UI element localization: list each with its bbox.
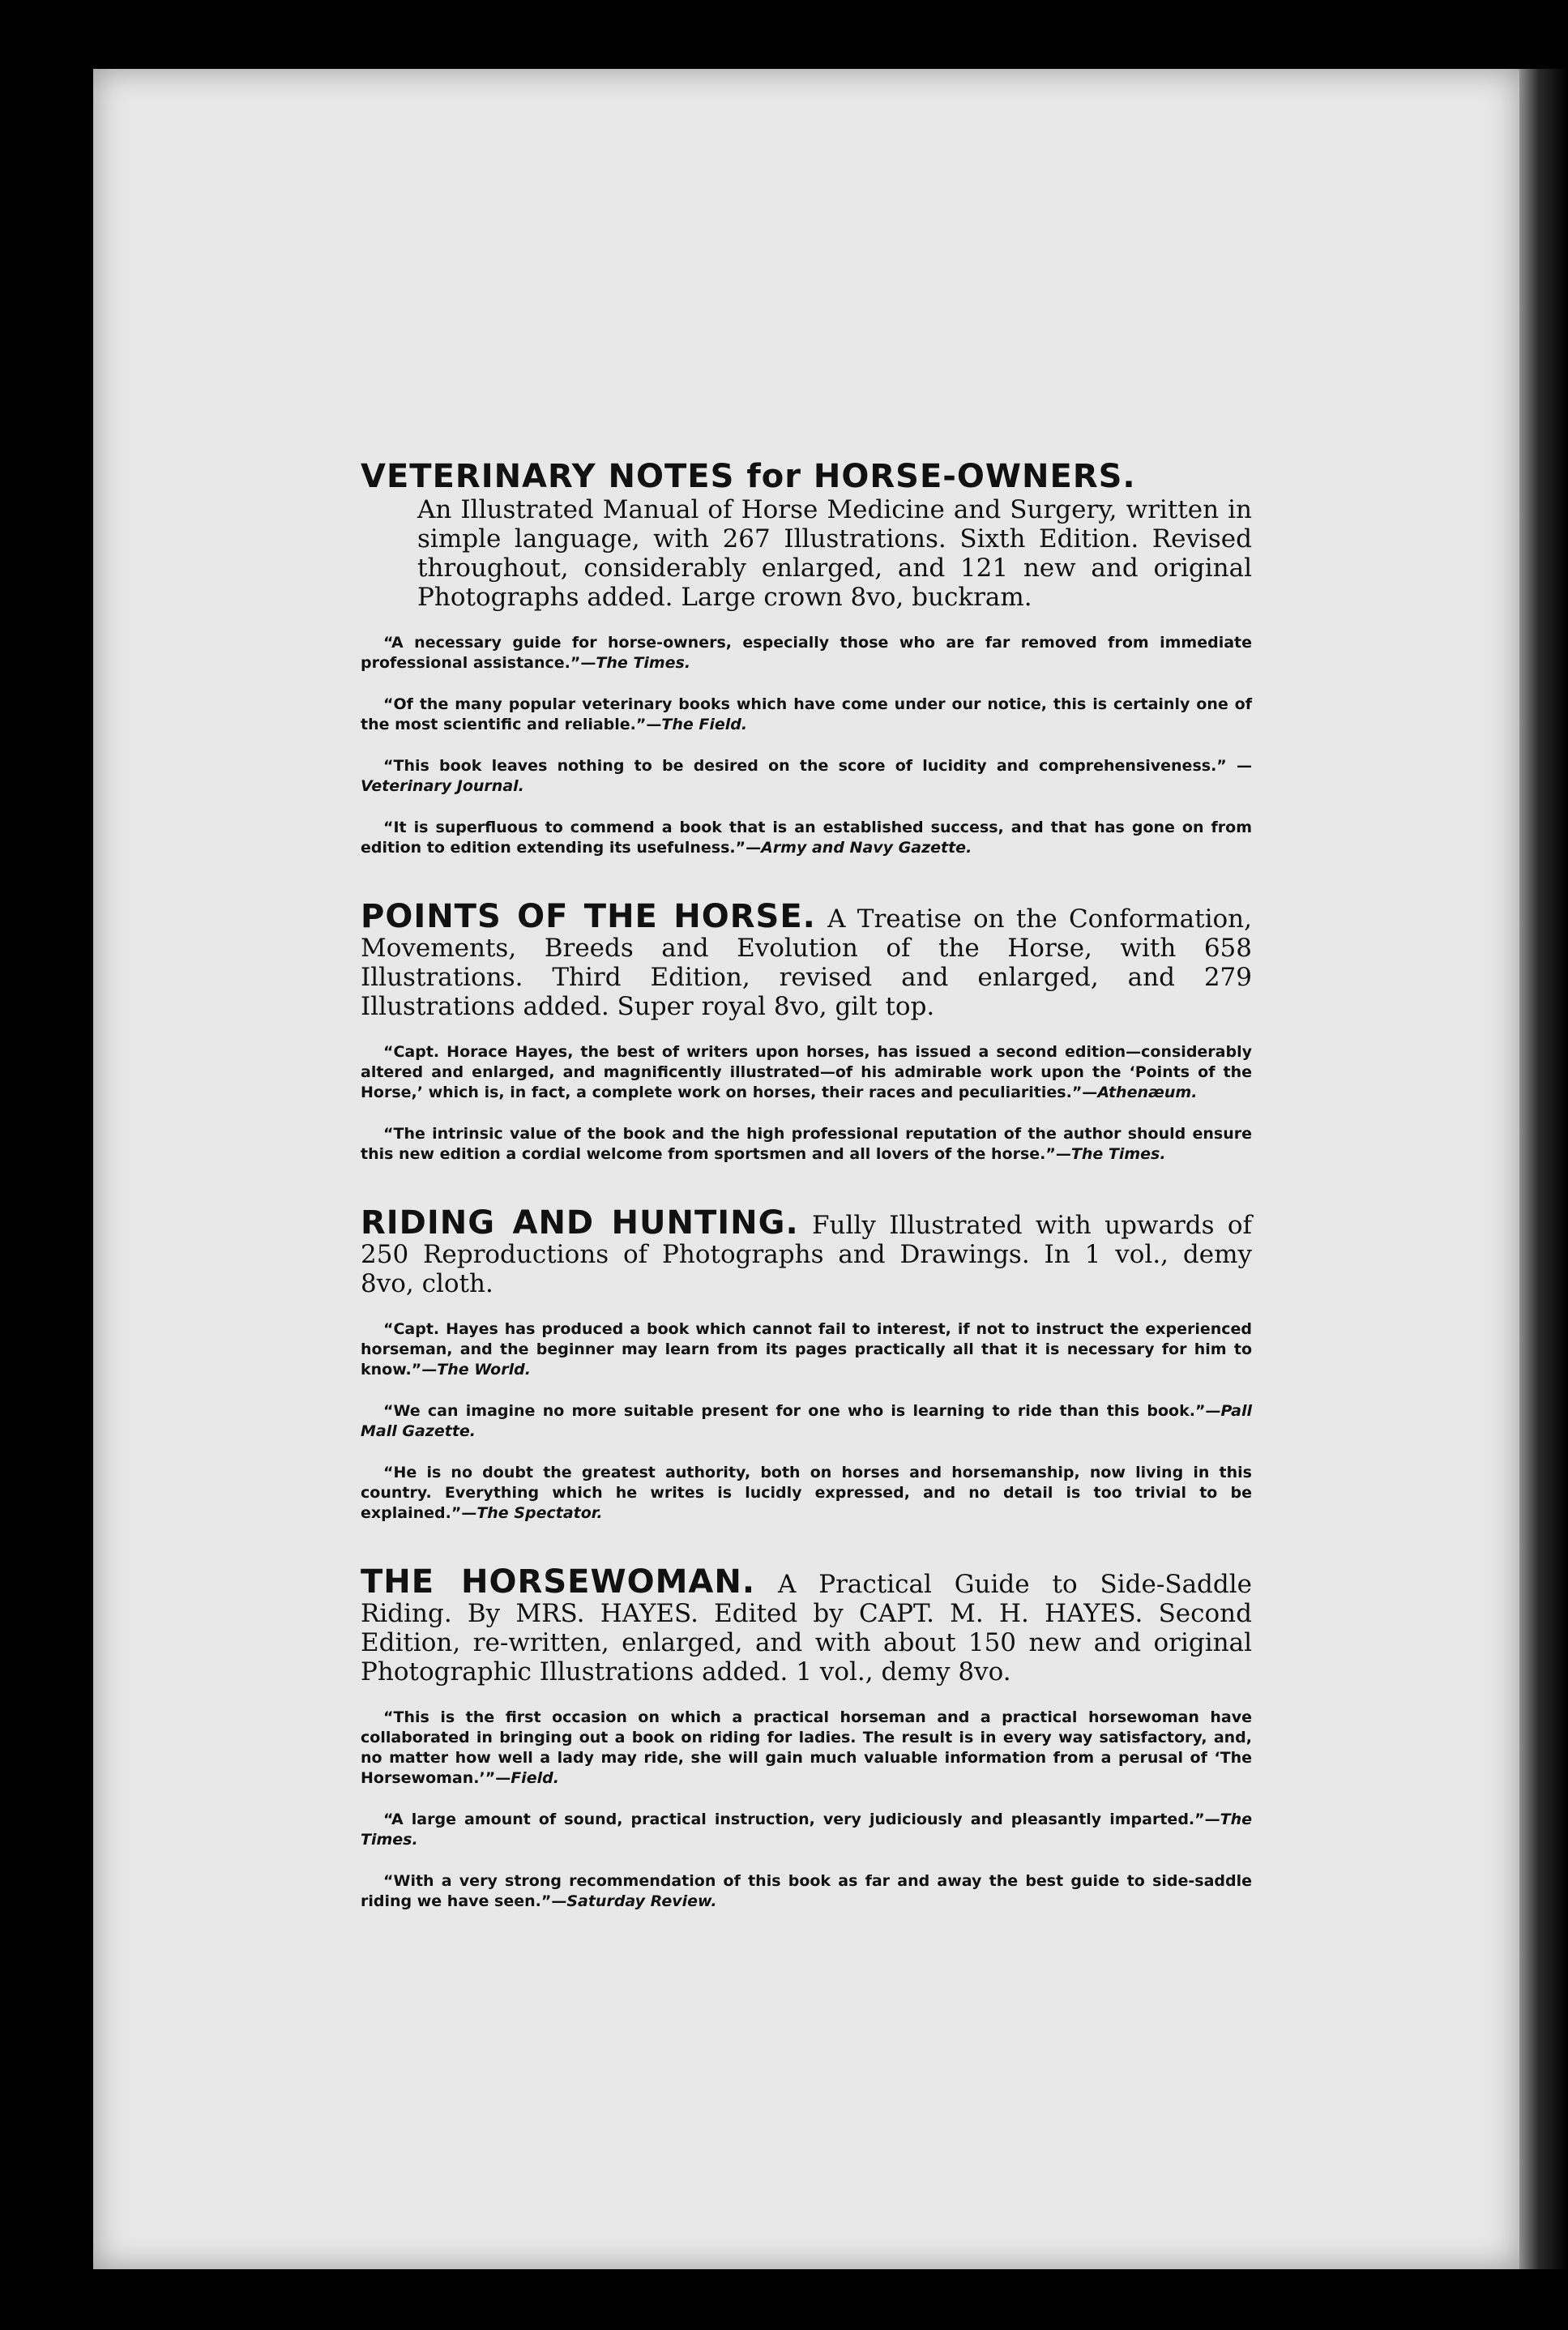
- book-title: POINTS OF THE HORSE.: [361, 898, 816, 935]
- quote-source: Field.: [511, 1769, 559, 1787]
- review-quote: [361, 1463, 1252, 1524]
- book-entry: [361, 1563, 1252, 1912]
- book-entry: [361, 458, 1252, 858]
- quote-source: The Times.: [361, 1811, 1252, 1849]
- quote-text: “He is no doubt the greatest authority, both on horses and horsemanship, now living in this country. Everything which he writes is lucidly expressed, and no detail is too trivial to be explained.”—: [361, 1464, 1252, 1522]
- review-quote: [361, 1124, 1252, 1165]
- review-quote: [361, 1871, 1252, 1912]
- quote-text: “Capt. Hayes has produced a book which cannot fail to interest, if not to instruct the experienced horseman, and the beginner may learn from its pages practically all that it is necessary for him to know.”—: [361, 1320, 1252, 1379]
- review-quote: [361, 695, 1252, 735]
- quote-text: “A large amount of sound, practical instruction, very judiciously and pleasantly imparted.”—: [383, 1811, 1220, 1828]
- quote-text: “Of the many popular veterinary books which have come under our notice, this is certainly one of the most scientific and reliable.”—: [361, 695, 1252, 733]
- review-quote: [361, 1401, 1252, 1442]
- quote-source: The Times.: [596, 654, 691, 672]
- quote-source: Athenæum.: [1097, 1084, 1198, 1101]
- book-title: VETERINARY NOTES for HORSE-OWNERS.: [361, 458, 1136, 495]
- quote-text: “This book leaves nothing to be desired on the score of lucidity and comprehensiveness.” —: [383, 757, 1252, 775]
- quote-text: “With a very strong recommendation of this book as far and away the best guide to side-saddle riding we have seen.”—: [361, 1872, 1252, 1910]
- book-heading: [361, 898, 1252, 1021]
- review-quote: [361, 756, 1252, 797]
- book-title: RIDING AND HUNTING.: [361, 1204, 799, 1242]
- quote-text: “A necessary guide for horse-owners, especially those who are far removed from immediate professional assistance.”—: [361, 634, 1252, 672]
- quote-text: “This is the first occasion on which a practical horseman and a practical horsewoman have collaborated in bringing out a book on riding for ladies. The result is in every way satisfactory, and, no matter how well a lady may ride, she will gain much valuable information from a perusal of ‘The Horsewoman.’”—: [361, 1708, 1252, 1787]
- review-quote: [361, 1042, 1252, 1103]
- book-title: THE HORSEWOMAN.: [361, 1563, 756, 1601]
- quote-source: The Times.: [1070, 1145, 1166, 1163]
- quote-text: “The intrinsic value of the book and the high professional reputation of the author should ensure this new edition a cordial welcome from sportsmen and all lovers of the horse.”—: [361, 1125, 1252, 1163]
- book-heading: [361, 1563, 1252, 1687]
- review-quote: [361, 818, 1252, 858]
- review-quote: [361, 1708, 1252, 1789]
- quote-text: “Capt. Horace Hayes, the best of writers upon horses, has issued a second edition—considerably altered and enlarged, and magnificently illustrated—of his admirable work upon the ‘Points of the Horse,’ which is, in fact, a complete work on horses, their races and peculiarities.”—: [361, 1043, 1252, 1101]
- quote-source: Veterinary Journal.: [361, 777, 524, 795]
- book-entry: [361, 898, 1252, 1165]
- quote-text: “We can imagine no more suitable present for one who is learning to ride than this book.”—: [383, 1402, 1221, 1420]
- quote-source: Pall Mall Gazette.: [361, 1402, 1252, 1440]
- quote-source: Saturday Review.: [566, 1892, 717, 1910]
- review-quote: [361, 1810, 1252, 1850]
- book-description: Fully Illustrated with upwards of 250 Reproductions of Photographs and Drawings. In 1 vol., demy 8vo, cloth.: [361, 1211, 1253, 1298]
- advertisement-content: [361, 458, 1252, 1956]
- quote-source: The World.: [437, 1361, 531, 1379]
- book-description: A Treatise on the Conformation, Movements, Breeds and Evolution of the Horse, with 658 Illustrations. Third Edition, revised and enlarged, and 279 Illustrations added. Super royal 8vo, gilt top.: [361, 904, 1252, 1021]
- quote-source: The Field.: [661, 716, 748, 733]
- book-description: An Illustrated Manual of Horse Medicine and Surgery, written in simple language, with 267 Illustrations. Sixth Edition. Revised throughout, considerably enlarged, and 121 new and original Photographs added. Large crown 8vo, buckram.: [417, 495, 1252, 612]
- book-heading: [361, 1204, 1253, 1298]
- quote-text: “It is superfluous to commend a book that is an established success, and that has gone on from edition to edition extending its usefulness.”—: [361, 819, 1252, 857]
- quote-source: The Spectator.: [476, 1504, 603, 1522]
- book-description: A Practical Guide to Side-Saddle Riding. By MRS. HAYES. Edited by CAPT. M. H. HAYES. Second Edition, re-written, enlarged, and with about 150 new and original Photographic Illustrations added. 1 vol., demy 8vo.: [361, 1570, 1252, 1687]
- quote-source: Army and Navy Gazette.: [761, 839, 972, 857]
- review-quote: [361, 1319, 1252, 1380]
- book-entry: [361, 1204, 1253, 1524]
- review-quote: [361, 633, 1252, 673]
- page-edge: [1519, 69, 1568, 2269]
